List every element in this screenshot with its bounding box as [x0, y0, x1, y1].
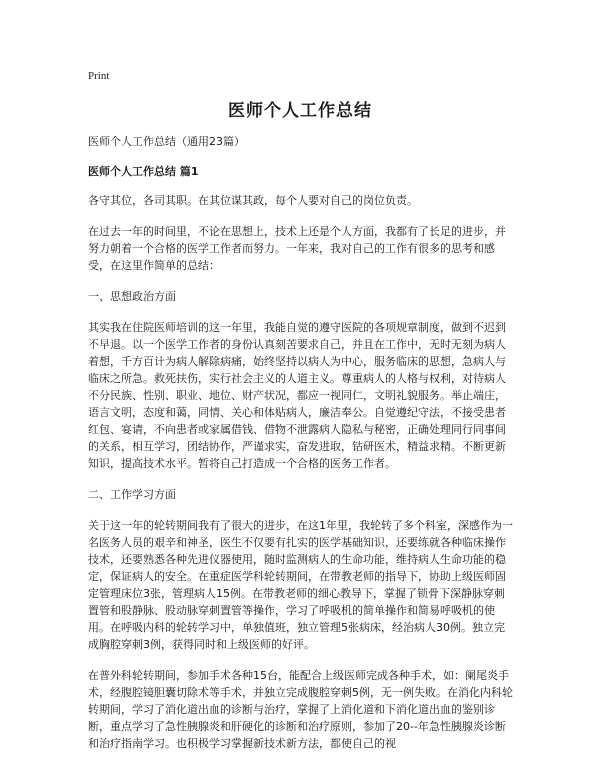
page-title: 医师个人工作总结: [228, 101, 372, 121]
document-body: [88, 133, 514, 766]
document-subtitle: 医师个人工作总结（通用23篇）: [88, 135, 245, 148]
paragraph-summary: 在过去一年的时间里，不论在思想上，技术上还是个人方面，我都有了长足的进步，并努力朝着一个合格的医学工作者而努力。一年来，我对自己的工作有很多的思考和感受，在这里作简单的总结：: [88, 225, 506, 272]
paragraph-intro: 各守其位，各司其职。在其位谋其政，每个人要对自己的岗位负责。: [88, 194, 418, 207]
chapter-heading: 医师个人工作总结 篇1: [88, 165, 199, 178]
paragraph-surgery: 在普外科轮转期间，参加手术各种15台，能配合上级医师完成各种手术，如：阑尾炎手术，经腹腔镜胆囊切除术等手术，并独立完成腹腔穿刺5例，无一例失败。在消化内科轮转期间，学习了消化道出血的诊断与治疗，掌握了上消化道和下消化道出血的鉴别诊断，重点学习了急性胰腺炎和肝硬化的诊断和治疗原则，参加了20--年急性胰腺炎诊断和治疗指南学习。也积极学习掌握新技术新方法，都使自己的视: [88, 669, 513, 750]
paragraph-rotation: 关于这一年的轮转期间我有了很大的进步，在这1年里，我轮转了多个科室，深感作为一名医务人员的艰辛和神圣，医生不仅要有扎实的医学基础知识，还要练就各种临床操作技术，还要熟悉各种先进仪器使用，随时监测病人的生命功能，维持病人生命功能的稳定，保证病人的安全。在重症医学科轮转期间，在带教老师的指导下，协助上级医师固定管理床位3张，管理病人15例。在带教老师的细心教导下，掌握了锁骨下深静脉穿刺置管和股静脉、股动脉穿刺置管等操作，学习了呼吸机的简单操作和简易呼吸机的使用。在呼吸内科的轮转学习中，单独值班，独立管理5张病床，经治病人30例。独立完成胸腔穿刺3例，获得同时和上级医师的好评。: [88, 519, 513, 651]
print-link[interactable]: Print: [88, 70, 110, 82]
section-heading-ideology: 一、思想政治方面: [88, 290, 176, 303]
section-heading-work-study: 二、工作学习方面: [88, 488, 176, 501]
paragraph-ideology: 其实我在住院医师培训的这一年里，我能自觉的遵守医院的各项规章制度，做到不迟到不早退。以一个医学工作者的身份认真刻苦要求自己，并且在工作中，无时无刻为病人着想，千方百计为病人解除病痛，始终坚持以病人为中心，服务临床的思想，急病人与临床之所急。救死扶伤，实行社会主义的人道主义。尊重病人的人格与权利，对待病人不分民族、性别、职业、地位、财产状况，都应一视同仁，文明礼貌服务。举止端庄，语言文明，态度和蔼，同情、关心和体贴病人，廉洁奉公。自觉遵纪守法，不接受患者红包、宴请，不向患者或家属借钱、借物不泄露病人隐私与秘密，正确处理同行同事间的关系，相互学习，团结协作，严谨求实，奋发进取，钻研医术，精益求精。不断更新知识，提高技术水平。暂将自己打造成一个合格的医务工作者。: [88, 321, 506, 470]
